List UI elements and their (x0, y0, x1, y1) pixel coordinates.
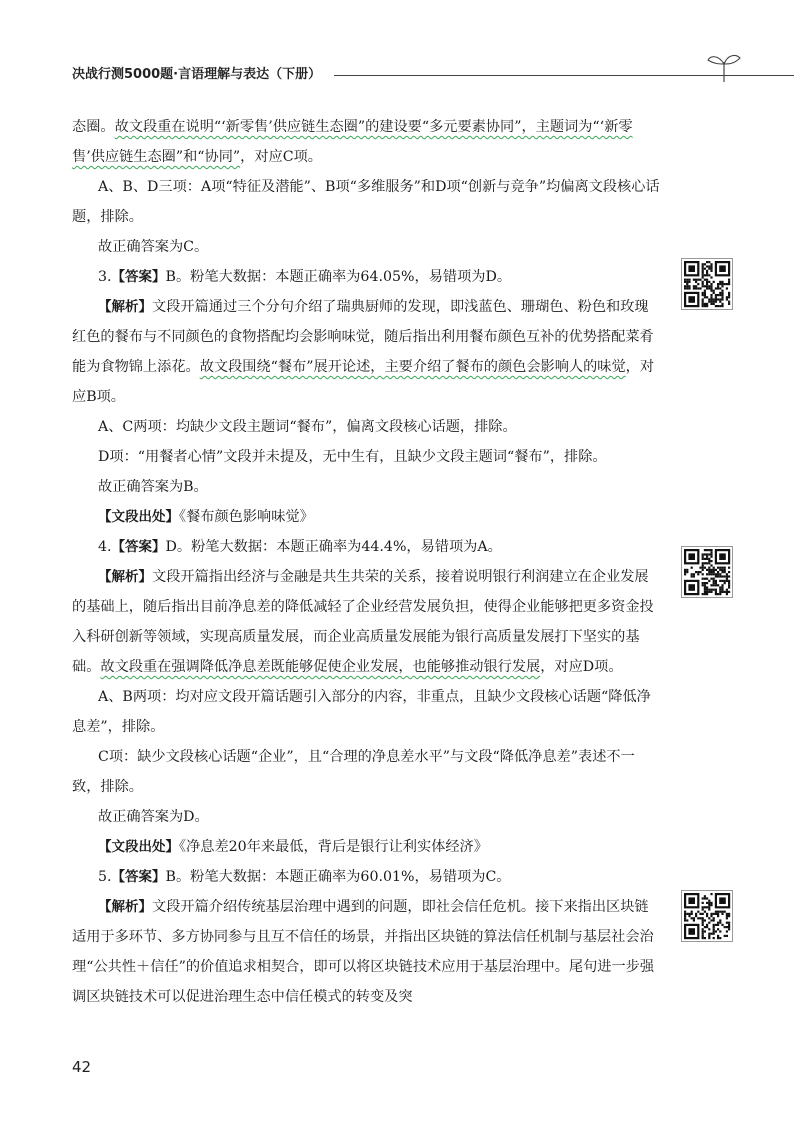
paragraph: D项：“用餐者心情”文段并未提及，无中生有，且缺少文段主题词“餐布”，排除。 (98, 449, 607, 465)
paragraph: 态圈。故文段重在说明“‘新零售’供应链生态圈”的建设要“多元要素协同”，主题词为“‘新零售’供应链生态圈”和“协同”，对应C项。 (72, 119, 633, 165)
question-4-source: 【文段出处】《净息差20年来最低，背后是银行让利实体经济》 (98, 839, 488, 855)
solution-text (72, 112, 662, 1012)
conclusion: 故正确答案为B。 (98, 479, 208, 495)
qr-pattern (682, 547, 732, 597)
qr-code-icon[interactable] (681, 890, 733, 942)
qr-code-icon[interactable] (681, 258, 733, 310)
key-sentence: 故文段围绕“餐布”展开论述，主要介绍了餐布的颜色会影响人的味觉 (199, 359, 626, 375)
question-5-analysis: 【解析】文段开篇介绍传统基层治理中遇到的问题，即社会信任危机。接下来指出区块链适用于多环节、多方协同参与且互不信任的场景，并指出区块链的算法信任机制与基层社会治理“公共性＋信任”的价值追求相契合，即可以将区块链技术应用于基层治理中。尾句进一步强调区块链技术可以促进治理生态中信任模式的转变及突 (72, 899, 655, 1005)
question-4-analysis: 【解析】文段开篇指出经济与金融是共生共荣的关系，接着说明银行利润建立在企业发展的基础上，随后指出目前净息差的降低减轻了企业经营发展负担，使得企业能够把更多资金投入科研创新等领域，实现高质量发展，而企业高质量发展能为银行高质量发展打下坚实的基础。故文段重在强调降低净息差既能够促使企业发展，也能够推动银行发展，对应D项。 (72, 569, 654, 675)
key-sentence: 故文段重在强调降低净息差既能够促使企业发展，也能够推动银行发展 (100, 659, 541, 675)
qr-pattern (682, 891, 732, 941)
paragraph: A、C两项：均缺少文段主题词“餐布”，偏离文段核心话题，排除。 (98, 419, 517, 435)
paragraph: A、B、D三项：A项“特征及潜能”、B项“多维服务”和D项“创新与竞争”均偏离文段核心话题，排除。 (72, 179, 660, 225)
sprout-icon (704, 50, 744, 84)
qr-pattern (682, 259, 732, 309)
key-sentence: 故文段重在说明“‘新零售’供应链生态圈”的建设要“多元要素协同”，主题词为“‘新零售’供应链生态圈”和“协同” (72, 119, 633, 165)
question-5-answer: 5.【答案】B。粉笔大数据：本题正确率为60.01%，易错项为C。 (98, 869, 511, 885)
qr-code-icon[interactable] (681, 546, 733, 598)
paragraph: C项：缺少文段核心话题“企业”，且“合理的净息差水平”与文段“降低净息差”表述不一致，排除。 (72, 749, 635, 795)
question-3-analysis: 【解析】文段开篇通过三个分句介绍了瑞典厨师的发现，即浅蓝色、珊瑚色、粉色和玫瑰红色的餐布与不同颜色的食物搭配均会影响味觉，随后指出利用餐布颜色互补的优势搭配菜肴能为食物锦上添花。故文段围绕“餐布”展开论述，主要介绍了餐布的颜色会影响人的味觉，对应B项。 (72, 299, 655, 405)
page-header (72, 66, 742, 88)
conclusion: 故正确答案为D。 (98, 809, 209, 825)
conclusion: 故正确答案为C。 (98, 239, 209, 255)
question-3-answer: 3.【答案】B。粉笔大数据：本题正确率为64.05%，易错项为D。 (98, 269, 512, 285)
header-title: 决战行测5000题·言语理解与表达（下册） (72, 67, 322, 82)
question-4-answer: 4.【答案】D。粉笔大数据：本题正确率为44.4%，易错项为A。 (98, 539, 502, 555)
paragraph: A、B两项：均对应文段开篇话题引入部分的内容，非重点，且缺少文段核心话题“降低净息差”，排除。 (72, 689, 651, 735)
question-3-source: 【文段出处】《餐布颜色影响味觉》 (98, 509, 314, 525)
page-number: 42 (72, 1058, 92, 1076)
